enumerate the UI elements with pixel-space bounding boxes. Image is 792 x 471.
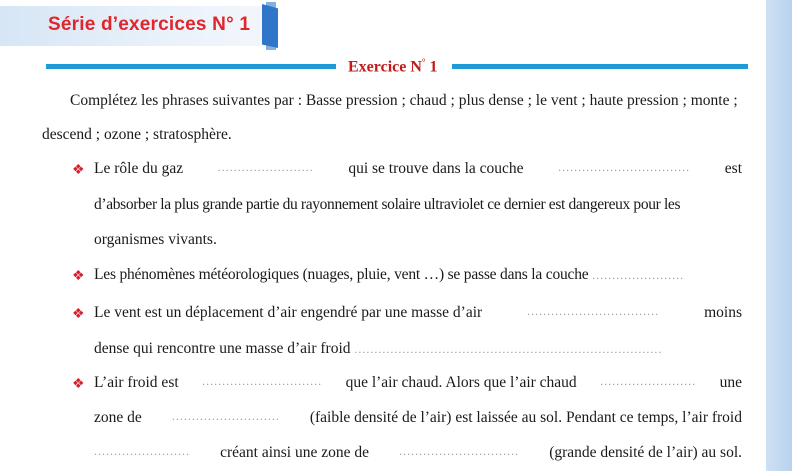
- text: qui se trouve dans la couche: [348, 160, 524, 177]
- text: créant ainsi une zone de: [220, 444, 369, 461]
- page-side-bar: [766, 0, 792, 471]
- bullet-2-line-1: [94, 266, 684, 284]
- exercise-rule-left: [46, 64, 336, 69]
- intro-line-1: Complétez les phrases suivantes par : Basse pression ; chaud ; plus dense ; le vent ; haute pression ; monte ;: [70, 92, 738, 109]
- blank: ...........................: [171, 409, 280, 423]
- bullet-4-line-2: [94, 409, 742, 427]
- bullet-diamond-icon: ❖: [72, 163, 85, 178]
- banner-tab: [262, 4, 278, 48]
- bullet-4-line-1: [94, 374, 742, 392]
- bullet-1-line-2: d’absorber la plus grande partie du rayonnement solaire ultraviolet ce dernier est dangereux pour les: [94, 196, 681, 213]
- text: Le rôle du gaz: [94, 160, 184, 177]
- text: que l’air chaud. Alors que l’air chaud: [345, 374, 577, 391]
- blank: .......................: [592, 268, 685, 282]
- blank: .................................: [527, 304, 660, 318]
- blank: ..............................: [399, 444, 520, 458]
- text: (faible densité de l’air) est laissée au sol. Pendant ce temps, l’air froid: [309, 409, 742, 426]
- text: zone de: [94, 409, 142, 426]
- text: est: [724, 160, 742, 177]
- bullet-diamond-icon: ❖: [72, 269, 85, 284]
- bullet-diamond-icon: ❖: [72, 307, 85, 322]
- blank: ........................: [600, 374, 697, 388]
- exercise-rule-right: [452, 64, 748, 69]
- text: L’air froid est: [94, 374, 179, 391]
- bullet-3-line-1: [94, 304, 742, 322]
- series-title: Série d’exercices N° 1: [48, 14, 251, 35]
- bullet-diamond-icon: ❖: [72, 377, 85, 392]
- blank: ........................: [94, 444, 190, 458]
- intro-line-2: descend ; ozone ; stratosphère.: [42, 126, 232, 143]
- exercise-title: Exercice N° 1: [348, 57, 438, 76]
- blank: .............................................................................: [354, 342, 663, 356]
- bullet-4-line-3: [94, 444, 742, 462]
- bullet-1-line-1: [94, 160, 742, 178]
- text: moins: [704, 304, 742, 321]
- text: (grande densité de l’air) au sol.: [549, 444, 742, 461]
- blank: .................................: [558, 160, 691, 174]
- blank: ..............................: [202, 374, 323, 388]
- text: dense qui rencontre une masse d’air froid: [94, 340, 351, 357]
- text: une: [719, 374, 742, 391]
- text: Le vent est un déplacement d’air engendré par une masse d’air: [94, 304, 483, 321]
- blank: ........................: [217, 160, 314, 174]
- bullet-3-line-2: [94, 340, 662, 358]
- bullet-1-line-3: organismes vivants.: [94, 231, 217, 248]
- text: Les phénomènes météorologiques (nuages, pluie, vent …) se passe dans la couche: [94, 266, 589, 283]
